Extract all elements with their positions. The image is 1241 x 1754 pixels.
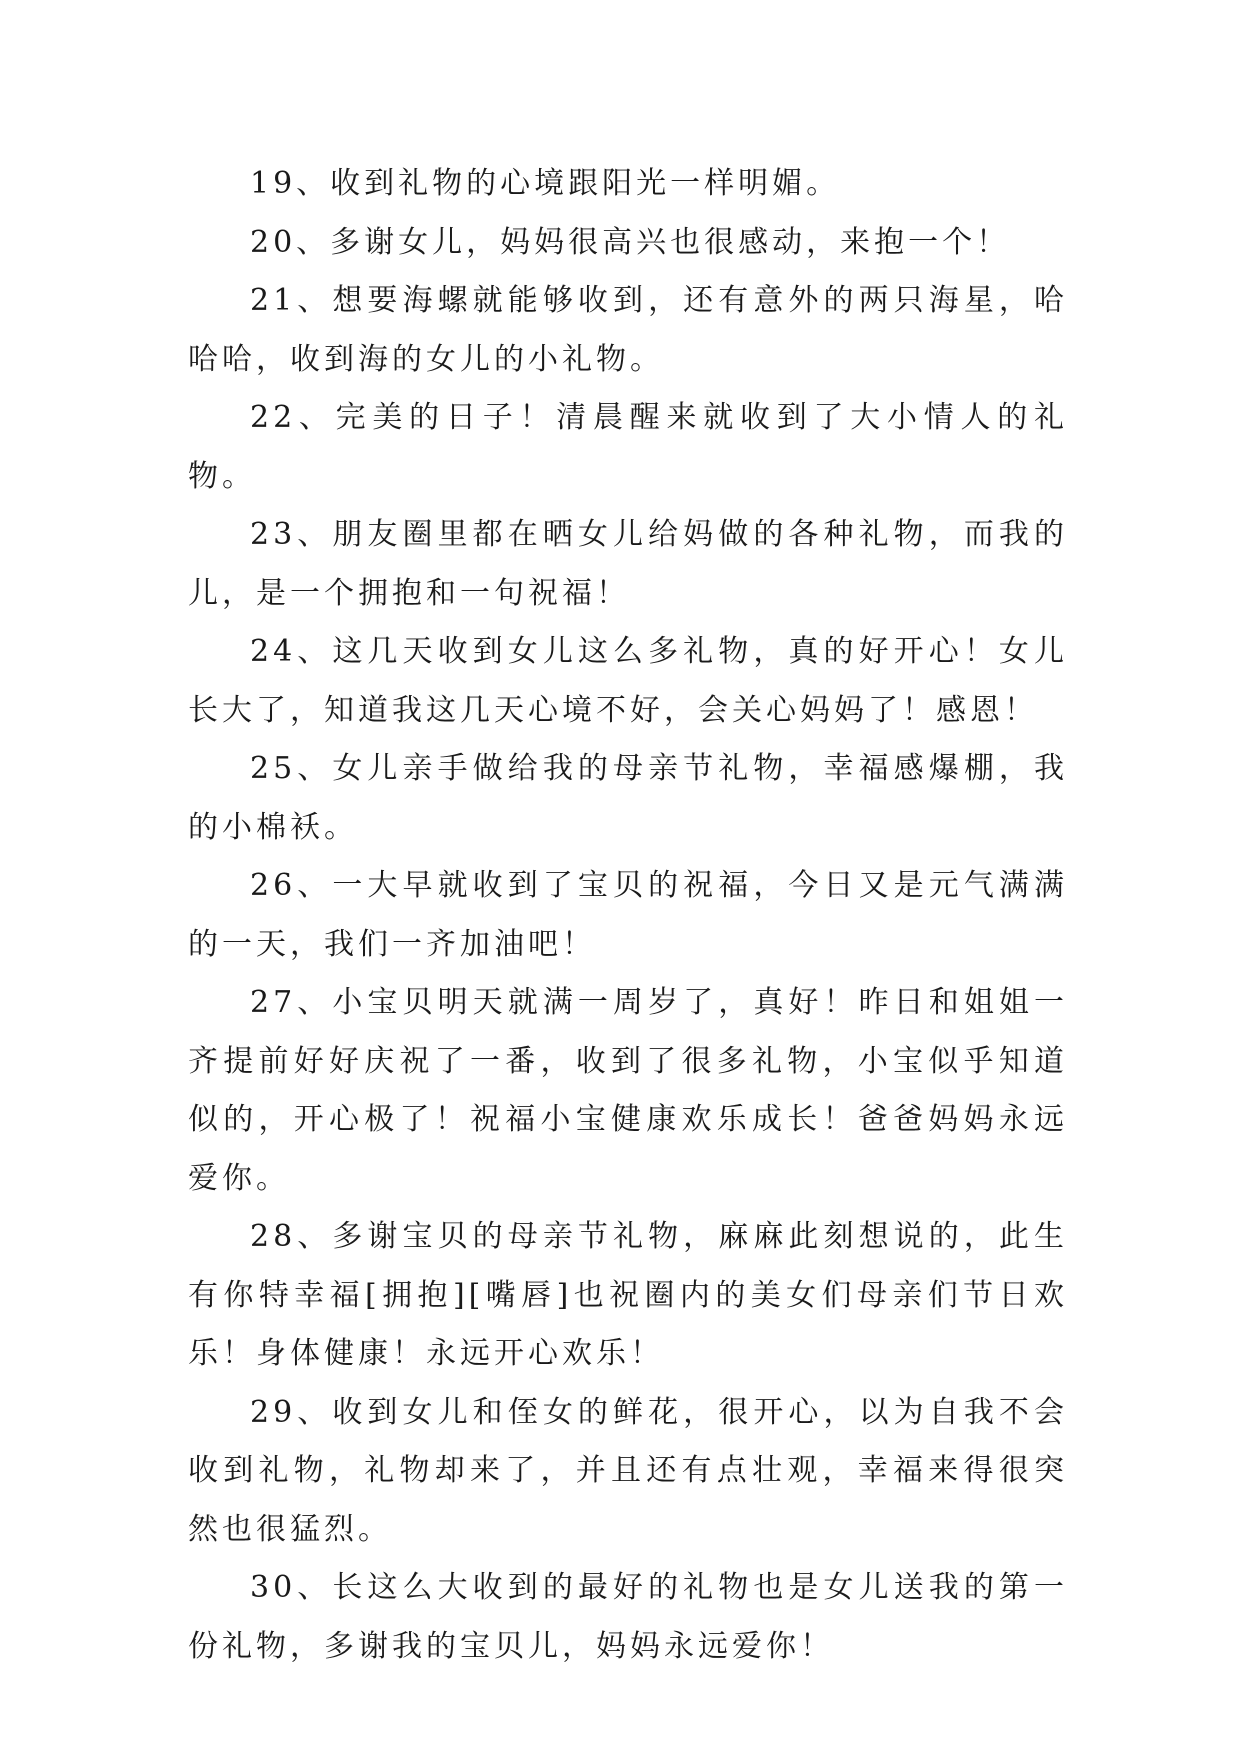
paragraph-26: 26、一大早就收到了宝贝的祝福，今日又是元气满满的一天，我们一齐加油吧！ [188,868,1068,962]
paragraph-27: 27、小宝贝明天就满一周岁了，真好！昨日和姐姐一齐提前好好庆祝了一番，收到了很多礼物，小宝似乎知道似的，开心极了！祝福小宝健康欢乐成长！爸爸妈妈永远爱你。 [188,985,1068,1196]
paragraph-23: 23、朋友圈里都在晒女儿给妈做的各种礼物，而我的儿，是一个拥抱和一句祝福！ [188,517,1068,611]
paragraph-24: 24、这几天收到女儿这么多礼物，真的好开心！女儿长大了，知道我这几天心境不好，会关心妈妈了！感恩！ [188,634,1068,728]
document-body [188,155,1068,1676]
paragraph-29: 29、收到女儿和侄女的鲜花，很开心，以为自我不会收到礼物，礼物却来了，并且还有点壮观，幸福来得很突然也很猛烈。 [188,1394,1068,1547]
paragraph-22: 22、完美的日子！清晨醒来就收到了大小情人的礼物。 [188,400,1068,494]
paragraph-21: 21、想要海螺就能够收到，还有意外的两只海星，哈哈哈，收到海的女儿的小礼物。 [188,283,1068,377]
paragraph-28: 28、多谢宝贝的母亲节礼物，麻麻此刻想说的，此生有你特幸福[拥抱][嘴唇]也祝圈内的美女们母亲们节日欢乐！身体健康！永远开心欢乐！ [188,1219,1068,1371]
paragraph-20: 20、多谢女儿，妈妈很高兴也很感动，来抱一个！ [250,224,1011,260]
paragraph-19: 19、收到礼物的心境跟阳光一样明媚。 [250,166,841,201]
paragraph-25: 25、女儿亲手做给我的母亲节礼物，幸福感爆棚，我的小棉袄。 [188,751,1068,845]
paragraph-30: 30、长这么大收到的最好的礼物也是女儿送我的第一份礼物，多谢我的宝贝儿，妈妈永远爱你！ [188,1570,1068,1664]
